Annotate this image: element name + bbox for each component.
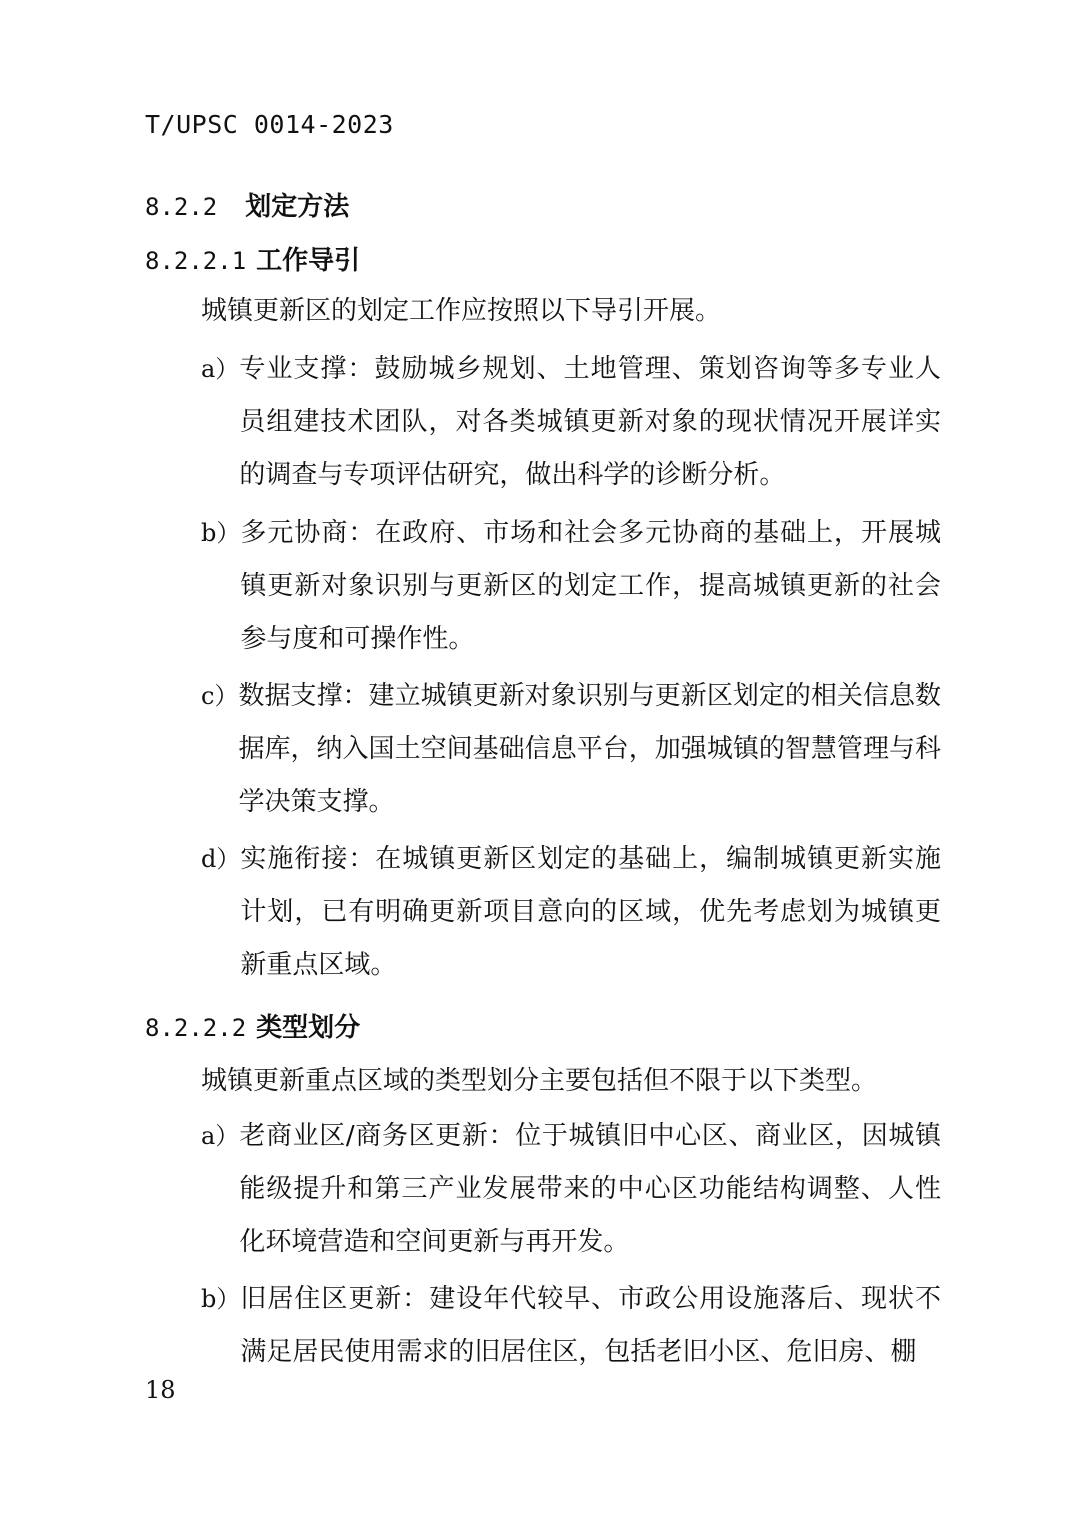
section-intro-paragraph: 城镇更新重点区域的类型划分主要包括但不限于以下类型。 <box>201 1066 878 1096</box>
list-item-text: 老商业区/商务区更新：位于城镇旧中心区、商业区，因城镇能级提升和第三产业发展带来的中心区功能结构调整、人性化环境营造和空间更新与再开发。 <box>239 1121 941 1257</box>
list-item <box>201 670 941 829</box>
list-item <box>201 343 941 502</box>
list-item-text: 多元协商：在政府、市场和社会多元协商的基础上，开展城镇更新对象识别与更新区的划定工作，提高城镇更新的社会参与度和可操作性。 <box>240 518 941 654</box>
list-item-text: 旧居住区更新：建设年代较早、市政公用设施落后、现状不满足居民使用需求的旧居住区，包括老旧小区、危旧房、棚 <box>240 1284 941 1367</box>
section-number: 8.2.2.1 <box>145 247 247 275</box>
list-item-marker: b） <box>201 519 241 547</box>
list-item-marker: b） <box>201 1285 241 1313</box>
list-item-text: 数据支撑：建立城镇更新对象识别与更新区划定的相关信息数据库，纳入国土空间基础信息平台，加强城镇的智慧管理与科学决策支撑。 <box>238 681 941 817</box>
section-title: 工作导引 <box>256 246 361 276</box>
section-heading-8-2-2-2 <box>145 1007 360 1044</box>
section-title: 划定方法 <box>245 192 350 222</box>
list-item-text: 专业支撑：鼓励城乡规划、土地管理、策划咨询等多专业人员组建技术团队，对各类城镇更新对象的现状情况开展详实的调查与专项评估研究，做出科学的诊断分析。 <box>239 354 941 490</box>
list-item <box>201 833 941 992</box>
list-item-text: 实施衔接：在城镇更新区划定的基础上，编制城镇更新实施计划，已有明确更新项目意向的区域，优先考虑划为城镇更新重点区域。 <box>240 844 941 980</box>
section-intro-paragraph: 城镇更新区的划定工作应按照以下导引开展。 <box>201 296 722 326</box>
list-item-marker: d） <box>201 845 241 873</box>
list-item <box>201 507 941 666</box>
section-number: 8.2.2.2 <box>145 1014 247 1042</box>
section-heading-8-2-2-1 <box>145 240 360 277</box>
list-item <box>201 1273 941 1379</box>
document-code: T/UPSC 0014-2023 <box>145 110 394 139</box>
list-item-marker: a） <box>201 1122 240 1150</box>
list-item-marker: c） <box>201 682 239 710</box>
section-heading-8-2-2 <box>145 186 349 223</box>
list-item-marker: a） <box>201 355 240 383</box>
list-item <box>201 1110 941 1269</box>
section-number: 8.2.2 <box>145 193 218 221</box>
section-title: 类型划分 <box>256 1013 361 1043</box>
page-number: 18 <box>145 1376 176 1404</box>
